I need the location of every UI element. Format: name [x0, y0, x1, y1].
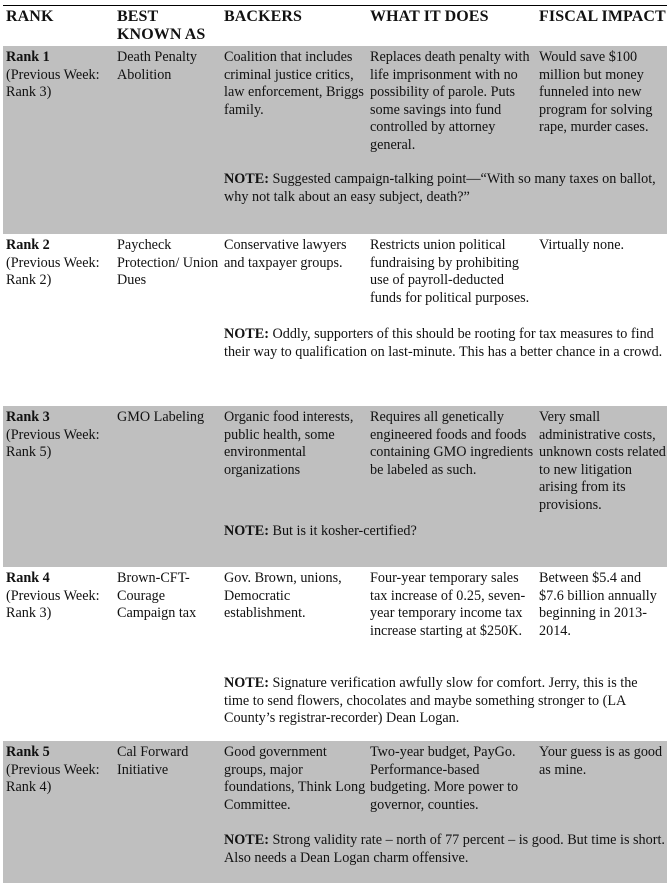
what-it-does-cell: Replaces death penalty with life imprisonment with no possibility of parole. Puts some savings into fund controlled by attorney general. — [370, 49, 530, 153]
row-note — [224, 832, 666, 867]
header-fiscal-impact: FISCAL IMPACT — [539, 8, 666, 25]
best-known-as-cell: Cal Forward Initiative — [117, 744, 189, 778]
previous-rank: (Previous Week: Rank 2) — [6, 254, 100, 289]
rank-label: Rank 2 — [6, 237, 50, 253]
previous-rank: (Previous Week: Rank 3) — [6, 66, 100, 101]
backers-cell: Organic food interests, public health, some environmental organizations — [224, 409, 354, 478]
backers-cell: Conservative lawyers and taxpayer groups. — [224, 237, 347, 271]
note-text: But is it kosher-certified? — [268, 523, 417, 539]
table-header — [3, 6, 667, 46]
note-text: Suggested campaign-talking point—“With so many taxes on ballot, why not talk about an easy subject, death?” — [224, 171, 656, 205]
row-note — [224, 326, 666, 361]
table-row — [3, 741, 667, 883]
previous-rank: (Previous Week: Rank 3) — [6, 587, 100, 622]
header-rank: RANK — [6, 8, 54, 25]
what-it-does-cell: Requires all genetically engineered foods and foods containing GMO ingredients be labeled as such. — [370, 409, 534, 478]
table-row — [3, 234, 667, 406]
note-text: Oddly, supporters of this should be rooting for tax measures to find their way to qualification on last-minute. This has a better chance in a crowd. — [224, 326, 663, 360]
note-text: Strong validity rate – north of 77 percent – is good. But time is short. Also needs a Dean Logan charm offensive. — [224, 832, 665, 866]
best-known-as-cell: GMO Labeling — [117, 409, 205, 425]
table-row — [3, 46, 667, 234]
backers-cell: Coalition that includes criminal justice critics, law enforcement, Briggs family. — [224, 49, 364, 118]
header-backers: BACKERS — [224, 8, 303, 25]
fiscal-impact-cell: Between $5.4 and $7.6 billion annually beginning in 2013-2014. — [539, 570, 657, 639]
note-text: Signature verification awfully slow for comfort. Jerry, this is the time to send flowers, chocolates and maybe something stronger to (LA County’s registrar-recorder) Dean Logan. — [224, 675, 638, 727]
backers-cell: Gov. Brown, unions, Democratic establishment. — [224, 570, 342, 622]
rank-cell — [6, 570, 114, 623]
rank-label: Rank 1 — [6, 49, 50, 65]
rank-label: Rank 3 — [6, 409, 50, 425]
note-label: NOTE: — [224, 523, 269, 539]
what-it-does-cell: Four-year temporary sales tax increase of 0.25, seven-year temporary income tax increase starting at $250K. — [370, 570, 526, 639]
what-it-does-cell: Restricts union political fundraising by prohibiting use of payroll-deducted funds for political purposes. — [370, 237, 530, 306]
what-it-does-cell: Two-year budget, PayGo. Performance-based budgeting. More power to governor, counties. — [370, 744, 519, 813]
fiscal-impact-cell: Would save $100 million but money funneled into new program for solving rape, murder cases. — [539, 49, 653, 136]
note-label: NOTE: — [224, 832, 269, 848]
rank-cell — [6, 237, 114, 290]
previous-rank: (Previous Week: Rank 4) — [6, 761, 100, 796]
header-what-it-does: WHAT IT DOES — [370, 8, 489, 25]
note-label: NOTE: — [224, 675, 269, 691]
backers-cell: Good government groups, major foundations, Think Long Committee. — [224, 744, 366, 813]
row-note — [224, 675, 666, 728]
best-known-as-cell: Paycheck Protection/ Union Dues — [117, 237, 219, 289]
note-label: NOTE: — [224, 171, 269, 187]
initiative-rankings-table — [3, 5, 667, 883]
note-label: NOTE: — [224, 326, 269, 342]
rank-cell — [6, 409, 114, 462]
rank-cell — [6, 49, 114, 102]
rank-label: Rank 5 — [6, 744, 50, 760]
best-known-as-cell: Death Penalty Abolition — [117, 49, 197, 83]
rank-label: Rank 4 — [6, 570, 50, 586]
row-note — [224, 171, 666, 206]
fiscal-impact-cell: Very small administrative costs, unknown costs related to new litigation arising from its provisions. — [539, 409, 666, 513]
fiscal-impact-cell: Your guess is as good as mine. — [539, 744, 663, 778]
best-known-as-cell: Brown-CFT-Courage Campaign tax — [117, 570, 197, 622]
rank-cell — [6, 744, 114, 797]
previous-rank: (Previous Week: Rank 5) — [6, 426, 100, 461]
row-note — [224, 523, 666, 541]
fiscal-impact-cell: Virtually none. — [539, 237, 625, 253]
table-row — [3, 406, 667, 567]
table-row — [3, 567, 667, 741]
header-best-known-as: BEST KNOWN AS — [117, 8, 206, 43]
